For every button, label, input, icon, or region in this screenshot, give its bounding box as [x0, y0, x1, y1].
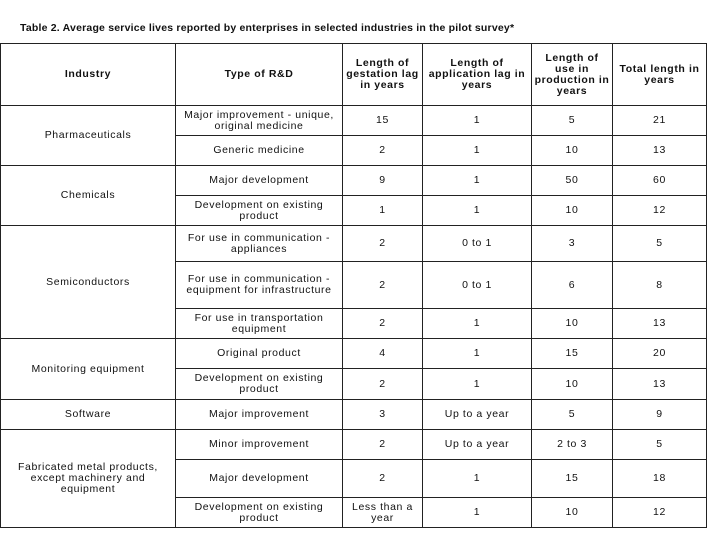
- rd-type-cell: Development on existing product: [176, 369, 343, 400]
- header-total-length: Total length in years: [613, 44, 707, 106]
- use-cell: 2 to 3: [532, 430, 613, 460]
- header-use-in-production: Length of use in production in years: [532, 44, 613, 106]
- rd-type-cell: Development on existing product: [176, 498, 343, 528]
- total-cell: 13: [613, 136, 707, 166]
- header-rd-type: Type of R&D: [176, 44, 343, 106]
- use-cell: 15: [532, 460, 613, 498]
- gestation-cell: 4: [343, 339, 423, 369]
- application-cell: Up to a year: [423, 400, 532, 430]
- total-cell: 5: [613, 430, 707, 460]
- rd-type-cell: Major development: [176, 460, 343, 498]
- application-cell: 1: [423, 460, 532, 498]
- table-row: [1, 430, 707, 460]
- use-cell: 10: [532, 136, 613, 166]
- header-gestation-lag: Length of gestation lag in years: [343, 44, 423, 106]
- use-cell: 3: [532, 226, 613, 262]
- gestation-cell: 2: [343, 262, 423, 309]
- rd-type-cell: Development on existing product: [176, 196, 343, 226]
- total-cell: 8: [613, 262, 707, 309]
- gestation-cell: 3: [343, 400, 423, 430]
- use-cell: 50: [532, 166, 613, 196]
- industry-cell: Fabricated metal products, except machinery and equipment: [1, 430, 176, 528]
- total-cell: 20: [613, 339, 707, 369]
- header-industry: Industry: [1, 44, 176, 106]
- industry-cell: Pharmaceuticals: [1, 106, 176, 166]
- use-cell: 10: [532, 369, 613, 400]
- total-cell: 5: [613, 226, 707, 262]
- table-row: [1, 400, 707, 430]
- use-cell: 5: [532, 400, 613, 430]
- use-cell: 10: [532, 498, 613, 528]
- gestation-cell: 9: [343, 166, 423, 196]
- application-cell: 1: [423, 369, 532, 400]
- industry-cell: Software: [1, 400, 176, 430]
- use-cell: 15: [532, 339, 613, 369]
- gestation-cell: 15: [343, 106, 423, 136]
- table-row: [1, 226, 707, 262]
- gestation-cell: 2: [343, 136, 423, 166]
- table-row: [1, 106, 707, 136]
- gestation-cell: 2: [343, 430, 423, 460]
- application-cell: Up to a year: [423, 430, 532, 460]
- application-cell: 1: [423, 309, 532, 339]
- rd-type-cell: Major improvement: [176, 400, 343, 430]
- use-cell: 5: [532, 106, 613, 136]
- table-row: [1, 166, 707, 196]
- gestation-cell: 2: [343, 226, 423, 262]
- gestation-cell: 1: [343, 196, 423, 226]
- table-title: Table 2. Average service lives reported by enterprises in selected industries in the pilot survey*: [20, 22, 515, 34]
- use-cell: 10: [532, 196, 613, 226]
- application-cell: 1: [423, 106, 532, 136]
- rd-type-cell: Original product: [176, 339, 343, 369]
- total-cell: 12: [613, 498, 707, 528]
- service-lives-table: [0, 43, 707, 528]
- application-cell: 0 to 1: [423, 262, 532, 309]
- industry-cell: Semiconductors: [1, 226, 176, 339]
- header-application-lag: Length of application lag in years: [423, 44, 532, 106]
- total-cell: 18: [613, 460, 707, 498]
- application-cell: 0 to 1: [423, 226, 532, 262]
- application-cell: 1: [423, 339, 532, 369]
- gestation-cell: Less than a year: [343, 498, 423, 528]
- gestation-cell: 2: [343, 460, 423, 498]
- application-cell: 1: [423, 196, 532, 226]
- total-cell: 13: [613, 309, 707, 339]
- gestation-cell: 2: [343, 369, 423, 400]
- rd-type-cell: Generic medicine: [176, 136, 343, 166]
- application-cell: 1: [423, 136, 532, 166]
- application-cell: 1: [423, 166, 532, 196]
- table-row: [1, 339, 707, 369]
- rd-type-cell: Major improvement - unique, original medicine: [176, 106, 343, 136]
- rd-type-cell: Minor improvement: [176, 430, 343, 460]
- total-cell: 21: [613, 106, 707, 136]
- rd-type-cell: For use in communication - equipment for infrastructure: [176, 262, 343, 309]
- industry-cell: Chemicals: [1, 166, 176, 226]
- use-cell: 6: [532, 262, 613, 309]
- gestation-cell: 2: [343, 309, 423, 339]
- application-cell: 1: [423, 498, 532, 528]
- rd-type-cell: Major development: [176, 166, 343, 196]
- industry-cell: Monitoring equipment: [1, 339, 176, 400]
- rd-type-cell: For use in communication - appliances: [176, 226, 343, 262]
- rd-type-cell: For use in transportation equipment: [176, 309, 343, 339]
- total-cell: 13: [613, 369, 707, 400]
- total-cell: 60: [613, 166, 707, 196]
- total-cell: 12: [613, 196, 707, 226]
- use-cell: 10: [532, 309, 613, 339]
- total-cell: 9: [613, 400, 707, 430]
- header-row: [1, 44, 707, 106]
